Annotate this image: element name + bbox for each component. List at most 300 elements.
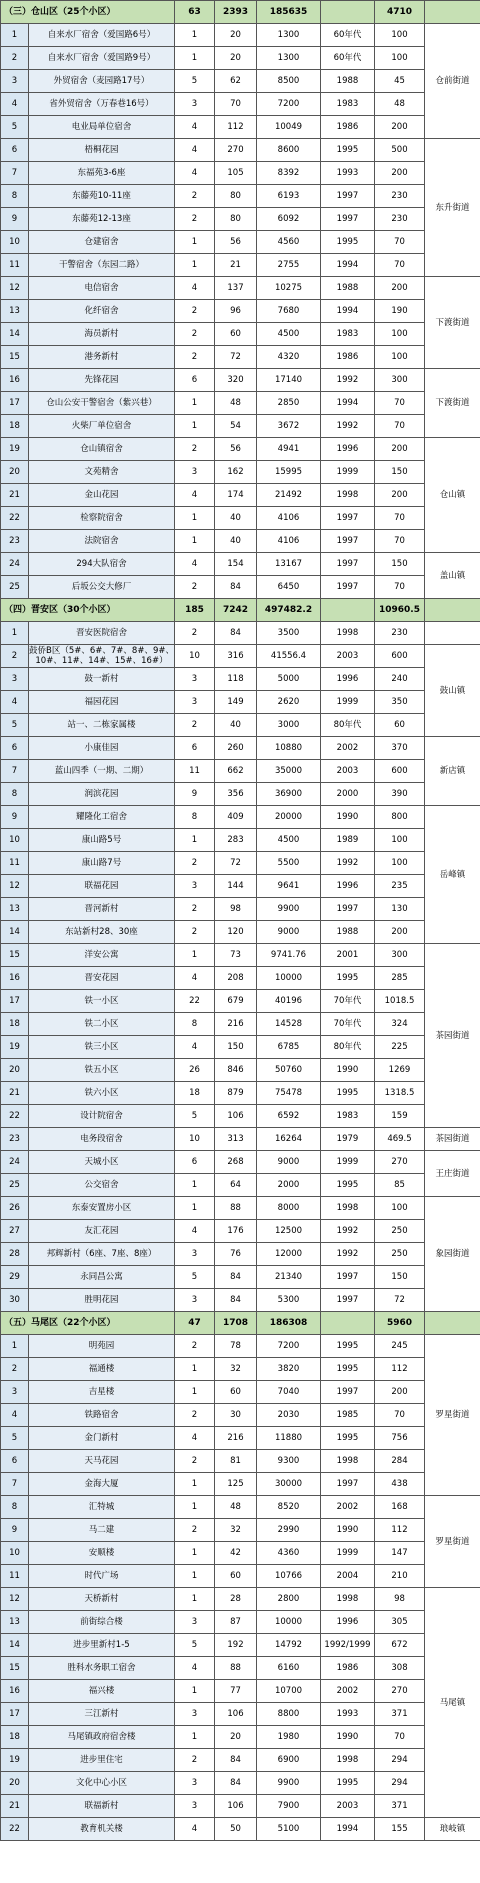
community-name: 铁三小区 <box>29 1036 175 1059</box>
households-count: 120 <box>215 921 257 944</box>
section-buildings-total: 47 <box>175 1312 215 1335</box>
buildings-count: 2 <box>175 898 215 921</box>
build-year: 1998 <box>321 622 375 645</box>
unit-count: 390 <box>375 783 425 806</box>
table-row <box>1 1450 480 1473</box>
build-year: 1992 <box>321 1243 375 1266</box>
build-year: 1998 <box>321 1588 375 1611</box>
floor-area: 2800 <box>257 1588 321 1611</box>
row-number: 25 <box>1 1174 29 1197</box>
community-name: 外贸宿舍（麦园路17号） <box>29 70 175 93</box>
table-row <box>1 346 480 369</box>
buildings-count: 3 <box>175 668 215 691</box>
floor-area: 3672 <box>257 415 321 438</box>
table-row <box>1 967 480 990</box>
unit-count: 200 <box>375 1381 425 1404</box>
households-count: 125 <box>215 1473 257 1496</box>
community-name: 金山花园 <box>29 484 175 507</box>
community-name: 后坂公交大修厂 <box>29 576 175 599</box>
table-row <box>1 1542 480 1565</box>
table-row <box>1 1496 480 1519</box>
build-year: 1979 <box>321 1128 375 1151</box>
build-year: 1995 <box>321 231 375 254</box>
buildings-count: 5 <box>175 1634 215 1657</box>
table-row <box>1 1243 480 1266</box>
table-row <box>1 1266 480 1289</box>
table-row <box>1 1588 480 1611</box>
community-name: 东站新村28、30座 <box>29 921 175 944</box>
households-count: 268 <box>215 1151 257 1174</box>
households-count: 320 <box>215 369 257 392</box>
row-number: 22 <box>1 507 29 530</box>
floor-area: 5100 <box>257 1818 321 1841</box>
build-year: 1999 <box>321 1542 375 1565</box>
row-number: 17 <box>1 392 29 415</box>
households-count: 72 <box>215 852 257 875</box>
build-year: 1994 <box>321 1818 375 1841</box>
buildings-count: 2 <box>175 622 215 645</box>
unit-count: 210 <box>375 1565 425 1588</box>
floor-area: 4941 <box>257 438 321 461</box>
build-year: 1995 <box>321 139 375 162</box>
community-name: 自来水厂宿舍（爱国路9号） <box>29 47 175 70</box>
floor-area: 17140 <box>257 369 321 392</box>
row-number: 13 <box>1 300 29 323</box>
unit-count: 305 <box>375 1611 425 1634</box>
households-count: 106 <box>215 1105 257 1128</box>
community-name: 鼓一新村 <box>29 668 175 691</box>
community-name: 省外贸宿舍（万春巷16号） <box>29 93 175 116</box>
row-number: 12 <box>1 875 29 898</box>
row-number: 3 <box>1 1381 29 1404</box>
floor-area: 10766 <box>257 1565 321 1588</box>
unit-count: 100 <box>375 829 425 852</box>
households-count: 105 <box>215 162 257 185</box>
households-count: 679 <box>215 990 257 1013</box>
community-name: 梧桐花园 <box>29 139 175 162</box>
community-name: 马二建 <box>29 1519 175 1542</box>
table-row <box>1 1335 480 1358</box>
floor-area: 5300 <box>257 1289 321 1312</box>
buildings-count: 8 <box>175 806 215 829</box>
table-row <box>1 829 480 852</box>
table-row <box>1 93 480 116</box>
households-count: 32 <box>215 1358 257 1381</box>
unit-count: 230 <box>375 185 425 208</box>
table-row <box>1 1381 480 1404</box>
buildings-count: 18 <box>175 1082 215 1105</box>
floor-area: 15995 <box>257 461 321 484</box>
row-number: 11 <box>1 254 29 277</box>
unit-count: 230 <box>375 208 425 231</box>
subdistrict-label: 东升街道 <box>425 139 480 277</box>
floor-area: 7900 <box>257 1795 321 1818</box>
row-number: 19 <box>1 1749 29 1772</box>
households-count: 118 <box>215 668 257 691</box>
buildings-count: 4 <box>175 1427 215 1450</box>
row-number: 18 <box>1 1013 29 1036</box>
table-row <box>1 1703 480 1726</box>
buildings-count: 2 <box>175 1749 215 1772</box>
row-number: 28 <box>1 1243 29 1266</box>
buildings-count: 1 <box>175 1381 215 1404</box>
unit-count: 70 <box>375 415 425 438</box>
community-name: 仓山镇宿舍 <box>29 438 175 461</box>
build-year: 2003 <box>321 760 375 783</box>
unit-count: 300 <box>375 944 425 967</box>
community-name: 福园花园 <box>29 691 175 714</box>
households-count: 316 <box>215 645 257 668</box>
floor-area: 7680 <box>257 300 321 323</box>
row-number: 12 <box>1 1588 29 1611</box>
table-row <box>1 1082 480 1105</box>
buildings-count: 5 <box>175 1266 215 1289</box>
unit-count: 159 <box>375 1105 425 1128</box>
unit-count: 200 <box>375 116 425 139</box>
floor-area: 11880 <box>257 1427 321 1450</box>
section-group-blank <box>425 1 480 24</box>
community-name: 福兴楼 <box>29 1680 175 1703</box>
floor-area: 9000 <box>257 1151 321 1174</box>
community-name: 联福新村 <box>29 1795 175 1818</box>
households-count: 56 <box>215 231 257 254</box>
row-number: 15 <box>1 944 29 967</box>
buildings-count: 5 <box>175 70 215 93</box>
households-count: 48 <box>215 1496 257 1519</box>
unit-count: 270 <box>375 1680 425 1703</box>
build-year: 2003 <box>321 1795 375 1818</box>
unit-count: 70 <box>375 254 425 277</box>
households-count: 112 <box>215 116 257 139</box>
build-year: 1997 <box>321 576 375 599</box>
table-row <box>1 438 480 461</box>
floor-area: 21492 <box>257 484 321 507</box>
unit-count: 500 <box>375 139 425 162</box>
subdistrict-label: 罗星街道 <box>425 1496 480 1588</box>
buildings-count: 2 <box>175 1404 215 1427</box>
row-number: 15 <box>1 346 29 369</box>
buildings-count: 2 <box>175 714 215 737</box>
buildings-count: 9 <box>175 783 215 806</box>
section-header-row <box>1 1312 480 1335</box>
buildings-count: 1 <box>175 231 215 254</box>
unit-count: 294 <box>375 1772 425 1795</box>
community-name: 马尾镇政府宿舍楼 <box>29 1726 175 1749</box>
households-count: 96 <box>215 300 257 323</box>
buildings-count: 4 <box>175 1818 215 1841</box>
row-number: 14 <box>1 1634 29 1657</box>
build-year: 1999 <box>321 1151 375 1174</box>
buildings-count: 2 <box>175 185 215 208</box>
unit-count: 240 <box>375 668 425 691</box>
build-year: 1988 <box>321 70 375 93</box>
row-number: 9 <box>1 806 29 829</box>
floor-area: 6160 <box>257 1657 321 1680</box>
row-number: 3 <box>1 668 29 691</box>
build-year: 1999 <box>321 691 375 714</box>
buildings-count: 1 <box>175 254 215 277</box>
unit-count: 100 <box>375 346 425 369</box>
row-number: 11 <box>1 1565 29 1588</box>
table-row <box>1 24 480 47</box>
floor-area: 9000 <box>257 921 321 944</box>
community-name: 小康佳园 <box>29 737 175 760</box>
subdistrict-label: 仓前街道 <box>425 24 480 139</box>
section-area-total: 185635 <box>257 1 321 24</box>
table-row <box>1 484 480 507</box>
unit-count: 168 <box>375 1496 425 1519</box>
community-name: 晋安花园 <box>29 967 175 990</box>
community-name: 检察院宿舍 <box>29 507 175 530</box>
households-count: 72 <box>215 346 257 369</box>
community-name: 电业局单位宿舍 <box>29 116 175 139</box>
households-count: 313 <box>215 1128 257 1151</box>
build-year: 1998 <box>321 1749 375 1772</box>
floor-area: 6592 <box>257 1105 321 1128</box>
buildings-count: 4 <box>175 1036 215 1059</box>
community-name: 胜科水务职工宿舍 <box>29 1657 175 1680</box>
households-count: 84 <box>215 622 257 645</box>
floor-area: 4320 <box>257 346 321 369</box>
community-name: 港务新村 <box>29 346 175 369</box>
community-name: 天城小区 <box>29 1151 175 1174</box>
row-number: 19 <box>1 438 29 461</box>
row-number: 16 <box>1 1680 29 1703</box>
unit-count: 285 <box>375 967 425 990</box>
buildings-count: 2 <box>175 921 215 944</box>
unit-count: 70 <box>375 530 425 553</box>
unit-count: 350 <box>375 691 425 714</box>
households-count: 78 <box>215 1335 257 1358</box>
build-year: 1996 <box>321 875 375 898</box>
row-number: 29 <box>1 1266 29 1289</box>
floor-area: 36900 <box>257 783 321 806</box>
buildings-count: 3 <box>175 875 215 898</box>
floor-area: 6900 <box>257 1749 321 1772</box>
build-year: 1983 <box>321 93 375 116</box>
community-name: 康山路5号 <box>29 829 175 852</box>
unit-count: 150 <box>375 1266 425 1289</box>
households-count: 20 <box>215 1726 257 1749</box>
row-number: 8 <box>1 783 29 806</box>
build-year: 1990 <box>321 1059 375 1082</box>
subdistrict-label <box>425 622 480 645</box>
row-number: 21 <box>1 1082 29 1105</box>
build-year: 1990 <box>321 1726 375 1749</box>
buildings-count: 2 <box>175 300 215 323</box>
households-count: 106 <box>215 1703 257 1726</box>
floor-area: 5000 <box>257 668 321 691</box>
floor-area: 3820 <box>257 1358 321 1381</box>
households-count: 40 <box>215 530 257 553</box>
table-row <box>1 1151 480 1174</box>
table-row <box>1 622 480 645</box>
build-year: 1983 <box>321 1105 375 1128</box>
unit-count: 600 <box>375 760 425 783</box>
row-number: 6 <box>1 1450 29 1473</box>
subdistrict-label: 罗星街道 <box>425 1335 480 1496</box>
buildings-count: 2 <box>175 1335 215 1358</box>
build-year: 1994 <box>321 300 375 323</box>
subdistrict-label: 下渡街道 <box>425 277 480 369</box>
buildings-count: 4 <box>175 162 215 185</box>
row-number: 17 <box>1 1703 29 1726</box>
buildings-count: 10 <box>175 645 215 668</box>
community-name: 先锋花园 <box>29 369 175 392</box>
community-name: 公交宿舍 <box>29 1174 175 1197</box>
row-number: 2 <box>1 645 29 668</box>
section-group-blank <box>425 1312 480 1335</box>
build-year: 60年代 <box>321 47 375 70</box>
floor-area: 2755 <box>257 254 321 277</box>
row-number: 25 <box>1 576 29 599</box>
table-row <box>1 116 480 139</box>
table-row <box>1 300 480 323</box>
households-count: 174 <box>215 484 257 507</box>
subdistrict-label: 马尾镇 <box>425 1588 480 1818</box>
buildings-count: 4 <box>175 967 215 990</box>
households-count: 84 <box>215 1772 257 1795</box>
community-name: 三江新村 <box>29 1703 175 1726</box>
floor-area: 20000 <box>257 806 321 829</box>
buildings-count: 1 <box>175 1565 215 1588</box>
buildings-count: 3 <box>175 1703 215 1726</box>
buildings-count: 4 <box>175 1657 215 1680</box>
households-count: 137 <box>215 277 257 300</box>
households-count: 80 <box>215 185 257 208</box>
unit-count: 235 <box>375 875 425 898</box>
floor-area: 7200 <box>257 93 321 116</box>
table-row <box>1 507 480 530</box>
unit-count: 45 <box>375 70 425 93</box>
buildings-count: 10 <box>175 1128 215 1151</box>
floor-area: 4560 <box>257 231 321 254</box>
buildings-count: 2 <box>175 1519 215 1542</box>
households-count: 40 <box>215 714 257 737</box>
build-year: 1998 <box>321 484 375 507</box>
build-year: 1989 <box>321 829 375 852</box>
households-count: 192 <box>215 1634 257 1657</box>
buildings-count: 3 <box>175 1289 215 1312</box>
households-count: 20 <box>215 24 257 47</box>
households-count: 409 <box>215 806 257 829</box>
buildings-count: 1 <box>175 47 215 70</box>
households-count: 216 <box>215 1427 257 1450</box>
build-year: 1988 <box>321 921 375 944</box>
table-row <box>1 70 480 93</box>
unit-count: 85 <box>375 1174 425 1197</box>
row-number: 4 <box>1 691 29 714</box>
households-count: 106 <box>215 1795 257 1818</box>
community-name: 蓝山四季（一期、二期） <box>29 760 175 783</box>
buildings-count: 1 <box>175 1496 215 1519</box>
unit-count: 70 <box>375 392 425 415</box>
households-count: 30 <box>215 1404 257 1427</box>
community-name: 永同昌公寓 <box>29 1266 175 1289</box>
row-number: 7 <box>1 1473 29 1496</box>
row-number: 18 <box>1 415 29 438</box>
unit-count: 100 <box>375 852 425 875</box>
buildings-count: 2 <box>175 438 215 461</box>
floor-area: 13167 <box>257 553 321 576</box>
buildings-count: 1 <box>175 1726 215 1749</box>
build-year: 1992 <box>321 415 375 438</box>
row-number: 2 <box>1 47 29 70</box>
row-number: 23 <box>1 530 29 553</box>
build-year: 2002 <box>321 737 375 760</box>
row-number: 17 <box>1 990 29 1013</box>
buildings-count: 2 <box>175 1450 215 1473</box>
floor-area: 30000 <box>257 1473 321 1496</box>
table-row <box>1 415 480 438</box>
community-name: 鼓侨B区（5#、6#、7#、8#、9#、10#、11#、14#、15#、16#） <box>29 646 174 666</box>
community-name: 铁二小区 <box>29 1013 175 1036</box>
section-buildings-total: 185 <box>175 599 215 622</box>
unit-count: 70 <box>375 1404 425 1427</box>
row-number: 24 <box>1 553 29 576</box>
section-header-row <box>1 599 480 622</box>
section-header-row <box>1 1 480 24</box>
row-number: 22 <box>1 1105 29 1128</box>
community-name: 东藤苑12-13座 <box>29 208 175 231</box>
build-year: 1995 <box>321 1174 375 1197</box>
buildings-count: 1 <box>175 507 215 530</box>
buildings-count: 4 <box>175 1220 215 1243</box>
floor-area: 4360 <box>257 1542 321 1565</box>
community-name: 铁六小区 <box>29 1082 175 1105</box>
table-row <box>1 254 480 277</box>
buildings-count: 1 <box>175 1473 215 1496</box>
build-year: 1986 <box>321 1657 375 1680</box>
row-number: 20 <box>1 461 29 484</box>
households-count: 40 <box>215 507 257 530</box>
households-count: 50 <box>215 1818 257 1841</box>
build-year: 1998 <box>321 1197 375 1220</box>
subdistrict-label: 鼓山镇 <box>425 645 480 737</box>
section-year-blank <box>321 599 375 622</box>
section-title: （五）马尾区（22个小区） <box>1 1312 175 1335</box>
build-year: 2001 <box>321 944 375 967</box>
households-count: 150 <box>215 1036 257 1059</box>
table-row <box>1 553 480 576</box>
build-year: 1995 <box>321 967 375 990</box>
section-buildings-total: 63 <box>175 1 215 24</box>
households-count: 98 <box>215 898 257 921</box>
table-row <box>1 1036 480 1059</box>
build-year: 1992 <box>321 369 375 392</box>
build-year: 1998 <box>321 1450 375 1473</box>
community-name: 法院宿舍 <box>29 530 175 553</box>
table-row <box>1 1657 480 1680</box>
row-number: 14 <box>1 323 29 346</box>
section-group-blank <box>425 599 480 622</box>
community-name: 金门新村 <box>29 1427 175 1450</box>
row-number: 11 <box>1 852 29 875</box>
build-year: 1986 <box>321 116 375 139</box>
row-number: 21 <box>1 1795 29 1818</box>
build-year: 1997 <box>321 208 375 231</box>
unit-count: 155 <box>375 1818 425 1841</box>
build-year: 1996 <box>321 668 375 691</box>
community-name: 仓山公安干警宿舍（紫兴巷） <box>29 392 175 415</box>
buildings-count: 2 <box>175 346 215 369</box>
buildings-count: 4 <box>175 553 215 576</box>
households-count: 42 <box>215 1542 257 1565</box>
section-year-blank <box>321 1 375 24</box>
row-number: 12 <box>1 277 29 300</box>
community-name: 晋安医院宿舍 <box>29 622 175 645</box>
row-number: 26 <box>1 1197 29 1220</box>
